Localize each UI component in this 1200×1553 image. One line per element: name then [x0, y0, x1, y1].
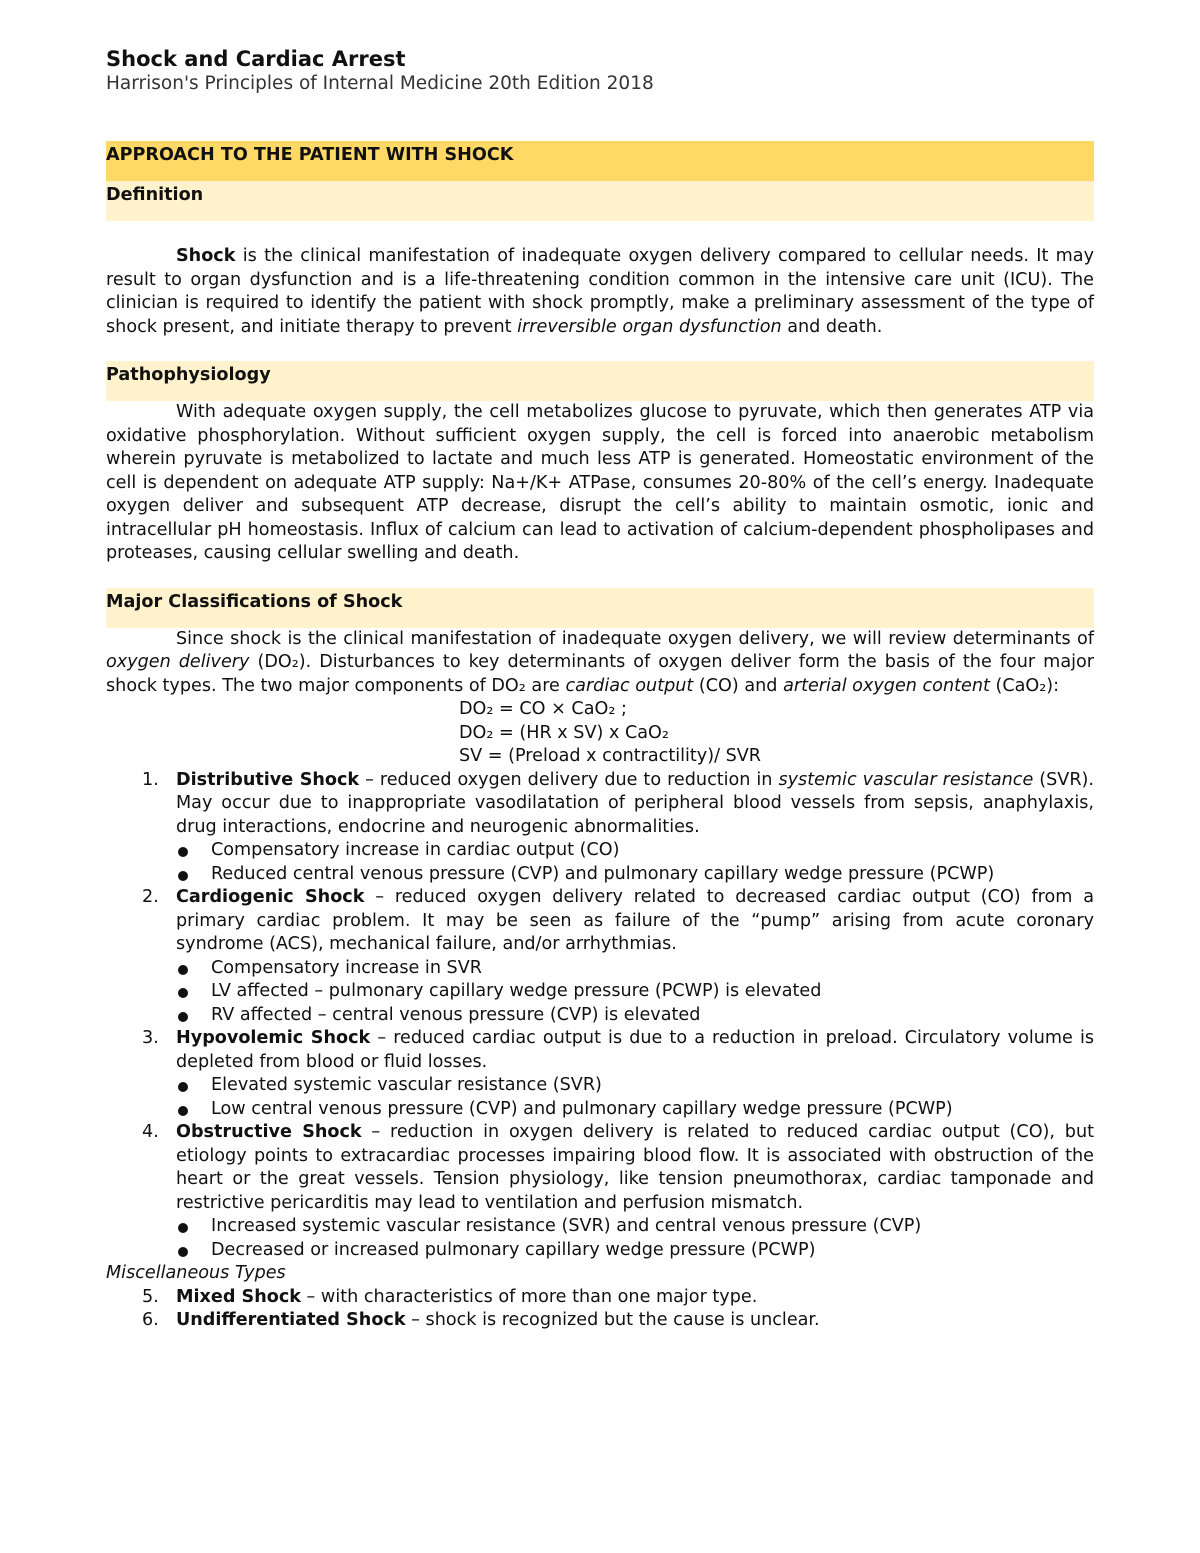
definition-paragraph: Shock is the clinical manifestation of inadequate oxygen delivery compared to cellular needs. It may result to organ dysfunction and is a life-threatening condition common in the intensive care unit (ICU). The clinician is required to identify the patient with shock promptly, make a preliminary assessment of the type of shock present, and initiate therapy to prevent irreversible organ dysfunction and death.: [106, 246, 1094, 337]
shock-type-name: Mixed Shock: [176, 1286, 301, 1307]
bullet-icon: [178, 871, 188, 881]
shock-types-list: [106, 769, 1094, 1263]
bullet-icon: [178, 1106, 188, 1116]
bullet-icon: [178, 988, 188, 998]
misc-types-list: [106, 1286, 1094, 1333]
list-item: Increased systemic vascular resistance (SVR) and central venous pressure (CVP): [176, 1215, 1094, 1239]
feature-list: [176, 1074, 1094, 1121]
classifications-intro: Since shock is the clinical manifestation of inadequate oxygen delivery, we will review determinants of oxygen delivery (DO₂). Disturbances to key determinants of oxygen deliver form the basis of the four major shock types. The two major components of DO₂ are cardiac output (CO) and arterial oxygen content (CaO₂):: [106, 628, 1094, 696]
formula-sv: SV = (Preload x contractility)/ SVR: [459, 746, 762, 766]
shock-type-name: Hypovolemic Shock: [176, 1028, 371, 1048]
bullet-icon: [178, 1247, 188, 1257]
list-item: Decreased or increased pulmonary capillary wedge pressure (PCWP): [176, 1239, 1094, 1263]
list-item: 5. Mixed Shock – with characteristics of more than one major type.: [142, 1286, 758, 1307]
pathophysiology-paragraph: With adequate oxygen supply, the cell metabolizes glucose to pyruvate, which then generates ATP via oxidative phosphorylation. Without sufficient oxygen supply, the cell is forced into anaerobic metabolism wherein pyruvate is metabolized to lactate and much less ATP is generated. Homeostatic environment of the cell is dependent on adequate ATP supply: Na+/K+ ATPase, consumes 20-80% of the cell’s energy. Inadequate oxygen deliver and subsequent ATP decrease, disrupt the cell’s ability to maintain osmotic, ionic and intracellular pH homeostasis. Influx of calcium can lead to activation of calcium-dependent phospholipases and proteases, causing cellular swelling and death.: [106, 402, 1094, 563]
classifications-heading: Major Classifications of Shock: [106, 588, 1094, 628]
list-item: RV affected – central venous pressure (CVP) is elevated: [176, 1004, 1094, 1028]
bullet-icon: [178, 965, 188, 975]
list-item: 3. Hypovolemic Shock – reduced cardiac output is due to a reduction in preload. Circulatory volume is depleted from blood or fluid losses. Elevated systemic vascular resistance (SVR) Low central venous pressure (CVP) and pulmonary capillary wedge pressure (PCWP): [106, 1027, 1094, 1121]
feature-list: [176, 839, 1094, 886]
feature-list: [176, 1215, 1094, 1262]
definition-term: Shock: [176, 246, 236, 266]
shock-type-name: Obstructive Shock: [176, 1122, 362, 1142]
list-item: Elevated systemic vascular resistance (SVR): [176, 1074, 1094, 1098]
feature-list: [176, 957, 1094, 1028]
bullet-icon: [178, 847, 188, 857]
document-subtitle: Harrison's Principles of Internal Medicine 20th Edition 2018: [106, 73, 654, 94]
document-body: [106, 141, 1094, 1333]
formula-do2: DO₂ = CO × CaO₂ ;: [459, 699, 627, 719]
misc-types-heading: Miscellaneous Types: [106, 1263, 286, 1283]
list-item: Low central venous pressure (CVP) and pulmonary capillary wedge pressure (PCWP): [176, 1098, 1094, 1122]
list-item: Compensatory increase in cardiac output (CO): [176, 839, 1094, 863]
bullet-icon: [178, 1082, 188, 1092]
list-item: 6. Undifferentiated Shock – shock is recognized but the cause is unclear.: [142, 1310, 820, 1330]
pathophysiology-heading: Pathophysiology: [106, 361, 1094, 401]
shock-type-name: Cardiogenic Shock: [176, 887, 365, 907]
formula-do2-expanded: DO₂ = (HR x SV) x CaO₂: [459, 722, 669, 743]
shock-type-name: Distributive Shock: [176, 769, 360, 790]
section-heading: APPROACH TO THE PATIENT WITH SHOCK: [106, 141, 1094, 181]
list-item: Reduced central venous pressure (CVP) and pulmonary capillary wedge pressure (PCWP): [176, 863, 1094, 887]
document-title: Shock and Cardiac Arrest: [106, 47, 406, 71]
list-item: 1. Distributive Shock – reduced oxygen delivery due to reduction in systemic vascular resistance (SVR). May occur due to inappropriate vasodilatation of peripheral blood vessels from sepsis, anaphylaxis, drug interactions, endocrine and neurogenic abnormalities. Compensatory increase in cardiac output (CO) Reduced central venous pressure (CVP) and pulmonary capillary wedge pressure (PCWP): [106, 769, 1094, 887]
list-item: 4. Obstructive Shock – reduction in oxygen delivery is related to reduced cardiac output (CO), but etiology points to extracardiac processes impairing blood flow. It is associated with obstruction of the heart or the great vessels. Tension physiology, like tension pneumothorax, cardiac tamponade and restrictive pericarditis may lead to ventilation and perfusion mismatch. Increased systemic vascular resistance (SVR) and central venous pressure (CVP) Decreased or increased pulmonary capillary wedge pressure (PCWP): [106, 1121, 1094, 1262]
definition-heading: Definition: [106, 181, 1094, 221]
list-item: 2. Cardiogenic Shock – reduced oxygen delivery related to decreased cardiac output (CO) from a primary cardiac problem. It may be seen as failure of the “pump” arising from acute coronary syndrome (ACS), mechanical failure, and/or arrhythmias. Compensatory increase in SVR LV affected – pulmonary capillary wedge pressure (PCWP) is elevated RV affected – central venous pressure (CVP) is elevated: [106, 886, 1094, 1027]
bullet-icon: [178, 1223, 188, 1233]
bullet-icon: [178, 1012, 188, 1022]
list-item: LV affected – pulmonary capillary wedge pressure (PCWP) is elevated: [176, 980, 1094, 1004]
shock-type-name: Undifferentiated Shock: [176, 1310, 406, 1330]
list-item: Compensatory increase in SVR: [176, 957, 1094, 981]
